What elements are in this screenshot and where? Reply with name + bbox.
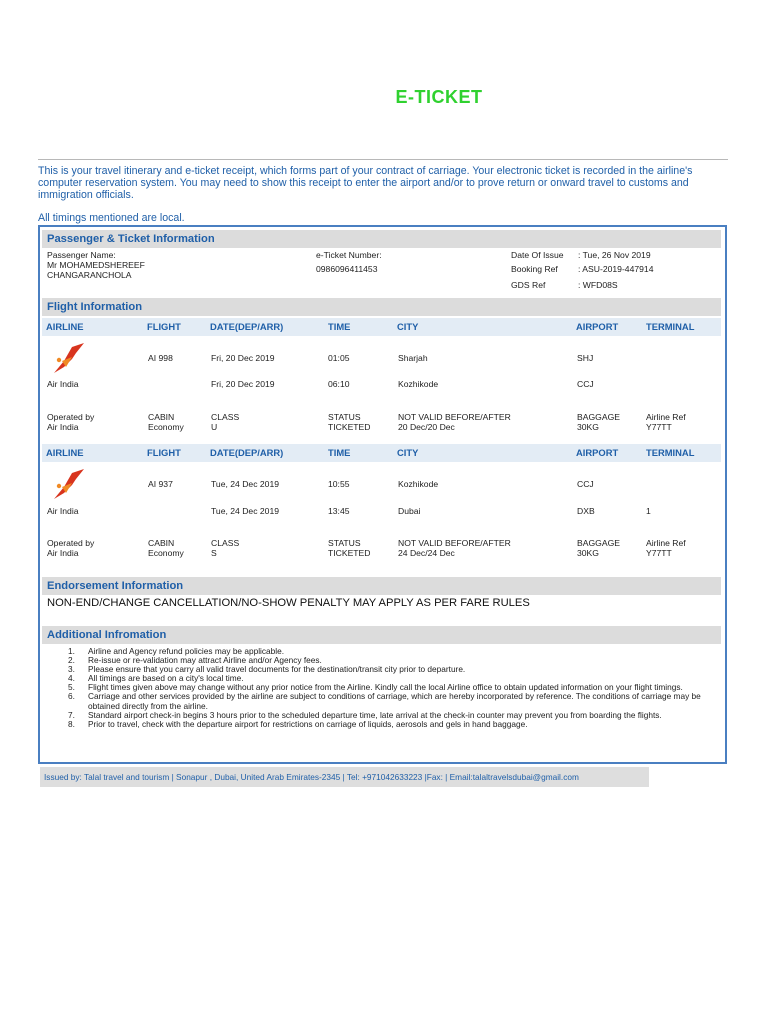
col-city: CITY <box>397 447 419 458</box>
col-time: TIME <box>328 321 351 332</box>
cabin-label: CABIN <box>148 412 175 422</box>
validity: 24 Dec/24 Dec <box>398 548 455 558</box>
airline-ref: Y77TT <box>646 422 672 432</box>
validity-label: NOT VALID BEFORE/AFTER <box>398 538 511 548</box>
arrival-airport: CCJ <box>577 379 594 389</box>
class: S <box>211 548 217 558</box>
arrival-airport: DXB <box>577 506 595 516</box>
additional-notes-list <box>68 647 718 729</box>
arrival-date: Tue, 24 Dec 2019 <box>211 506 279 516</box>
page-title: E-TICKET <box>395 87 483 107</box>
operated-by-label: Operated by <box>47 412 95 422</box>
departure-time: 10:55 <box>328 479 350 489</box>
list-item-number: 6. <box>68 691 75 702</box>
list-item-number: 7. <box>68 709 75 720</box>
list-item-text: Carriage and other services provided by the airline are subject to conditions of carriage, which are hereby incorporated by reference. The conditions of carriage may be obtained directly from the airline. <box>88 691 701 711</box>
baggage-label: BAGGAGE <box>577 538 620 548</box>
passenger-name: Mr MOHAMEDSHEREEF <box>47 260 145 270</box>
airline-ref: Y77TT <box>646 548 672 558</box>
arrival-city: Kozhikode <box>398 379 439 389</box>
class: U <box>211 422 218 432</box>
col-terminal: TERMINAL <box>646 321 695 332</box>
baggage: 30KG <box>577 548 599 558</box>
departure-time: 01:05 <box>328 353 350 363</box>
list-item-number: 8. <box>68 718 75 729</box>
col-airport: AIRPORT <box>576 321 619 332</box>
col-time: TIME <box>328 447 351 458</box>
airline-name: Air India <box>47 506 79 516</box>
flight-table-header <box>42 444 721 462</box>
list-item-number: 2. <box>68 655 75 666</box>
arrival-date: Fri, 20 Dec 2019 <box>211 379 275 389</box>
col-airline: AIRLINE <box>46 447 84 458</box>
gds-ref: : WFD08S <box>578 280 618 290</box>
airline-ref-label: Airline Ref <box>646 412 686 422</box>
local-time-note: All timings mentioned are local. <box>38 212 185 224</box>
departure-city: Kozhikode <box>398 479 439 489</box>
departure-date: Fri, 20 Dec 2019 <box>211 353 275 363</box>
list-item-number: 4. <box>68 673 75 684</box>
flight-table-header <box>42 318 721 336</box>
baggage: 30KG <box>577 422 599 432</box>
air-india-logo-icon <box>50 343 86 375</box>
arrival-time: 06:10 <box>328 379 350 389</box>
status: TICKETED <box>328 548 371 558</box>
col-date: DATE(DEP/ARR) <box>210 447 284 458</box>
list-item-number: 5. <box>68 682 75 693</box>
col-date: DATE(DEP/ARR) <box>210 321 284 332</box>
col-airline: AIRLINE <box>46 321 84 332</box>
air-india-logo-icon <box>50 469 86 501</box>
status: TICKETED <box>328 422 371 432</box>
col-flight: FLIGHT <box>147 321 181 332</box>
validity-label: NOT VALID BEFORE/AFTER <box>398 412 511 422</box>
flight-number: AI 937 <box>148 479 173 489</box>
validity: 20 Dec/20 Dec <box>398 422 455 432</box>
departure-airport: SHJ <box>577 353 594 363</box>
list-item-number: 1. <box>68 646 75 656</box>
issuer-footer: Issued by: Talal travel and tourism | Sonapur , Dubai, United Arab Emirates-2345 | Tel: +971042633223 |Fax: | Email:talaltravelsdubai@gmail.com <box>40 767 649 787</box>
endorsement-section-title: Endorsement Information <box>42 577 721 595</box>
list-item-text: Re-issue or re-validation may attract Airline and/or Agency fees. <box>88 655 322 666</box>
col-airport: AIRPORT <box>576 447 619 458</box>
list-item <box>68 720 718 729</box>
passenger-name-2: CHANGARANCHOLA <box>47 270 132 280</box>
status-label: STATUS <box>328 412 361 422</box>
gds-ref-label: GDS Ref <box>511 280 546 290</box>
departure-city: Sharjah <box>398 353 428 363</box>
departure-airport: CCJ <box>577 479 594 489</box>
ticket-number: 0986096411453 <box>316 264 378 274</box>
airline-ref-label: Airline Ref <box>646 538 686 548</box>
cabin: Economy <box>148 422 184 432</box>
operated-by: Air India <box>47 548 79 558</box>
list-item-number: 3. <box>68 664 75 675</box>
list-item-text: All timings are based on a city's local time. <box>88 673 244 684</box>
arrival-city: Dubai <box>398 506 421 516</box>
ticket-number-label: e-Ticket Number: <box>316 250 382 260</box>
list-item-text: Airline and Agency refund policies may be applicable. <box>88 646 285 656</box>
intro-text: This is your travel itinerary and e-ticket receipt, which forms part of your contract of carriage. Your electronic ticket is recorded in the airline's computer reservation system. You may need to show this receipt to enter the airport and/or to prove return or onward travel to customs and immigration officials. <box>38 165 693 202</box>
col-city: CITY <box>397 321 419 332</box>
arrival-time: 13:45 <box>328 506 350 516</box>
status-label: STATUS <box>328 538 361 548</box>
booking-ref-label: Booking Ref <box>511 264 558 274</box>
date-of-issue: : Tue, 26 Nov 2019 <box>578 250 651 260</box>
arrival-terminal: 1 <box>646 506 651 516</box>
cabin-label: CABIN <box>148 538 175 548</box>
list-item-text: Flight times given above may change without any prior notice from the Airline. Kindly call the local Airline office to obtain updated information on your flight timings. <box>88 682 683 693</box>
list-item-text: Please ensure that you carry all valid travel documents for the destination/transit city prior to departure. <box>88 664 466 675</box>
additional-section-title: Additional Infromation <box>42 626 721 644</box>
flight-section-title: Flight Information <box>42 298 721 316</box>
passenger-name-label: Passenger Name: <box>47 250 116 260</box>
airline-name: Air India <box>47 379 79 389</box>
departure-date: Tue, 24 Dec 2019 <box>211 479 279 489</box>
passenger-section-title: Passenger & Ticket Information <box>42 230 721 248</box>
booking-ref: : ASU-2019-447914 <box>578 264 654 274</box>
col-terminal: TERMINAL <box>646 447 695 458</box>
list-item-text: Prior to travel, check with the departure airport for restrictions on carriage of liquids, aerosols and gels in hand baggage. <box>88 718 528 729</box>
list-item-text: Standard airport check-in begins 3 hours prior to the scheduled departure time, late arrival at the check-in counter may prevent you from boarding the flights. <box>88 709 662 720</box>
operated-by-label: Operated by <box>47 538 95 548</box>
operated-by: Air India <box>47 422 79 432</box>
col-flight: FLIGHT <box>147 447 181 458</box>
flight-number: AI 998 <box>148 353 173 363</box>
divider <box>38 159 728 160</box>
date-of-issue-label: Date Of Issue <box>511 250 564 260</box>
class-label: CLASS <box>211 538 240 548</box>
endorsement-text: NON-END/CHANGE CANCELLATION/NO-SHOW PENALTY MAY APPLY AS PER FARE RULES <box>47 597 530 609</box>
baggage-label: BAGGAGE <box>577 412 620 422</box>
class-label: CLASS <box>211 412 240 422</box>
cabin: Economy <box>148 548 184 558</box>
list-item <box>68 692 718 710</box>
